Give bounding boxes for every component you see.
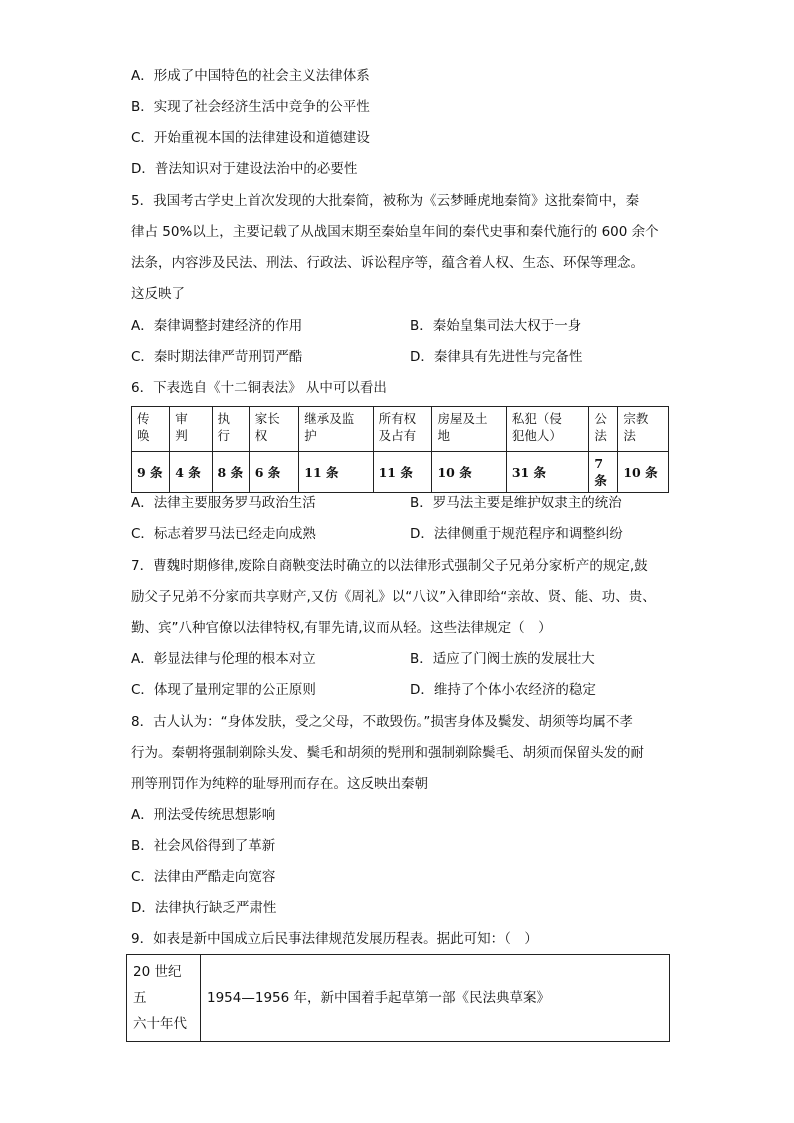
q5-option-b: B．秦始皇集司法大权于一身 [410, 318, 582, 334]
table-row [132, 452, 669, 493]
q6-stem: 6．下表选自《十二铜表法》 从中可以看出 [131, 380, 387, 396]
table-cell-period: 20 世纪五 六十年代 [127, 955, 201, 1042]
table-cell: 11 条 [299, 452, 373, 493]
q8-stem-line: 8．古人认为：“身体发肤，受之父母，不敢毁伤。”损害身体及鬓发、胡须等均属不孝 [131, 714, 633, 730]
q5-stem-line: 5．我国考古学史上首次发现的大批秦简，被称为《云梦睡虎地秦简》这批秦简中，秦 [131, 193, 640, 209]
q4-option-b: B．实现了社会经济生活中竞争的公平性 [131, 99, 370, 115]
civil-law-history-table [126, 954, 670, 1042]
q5-option-d: D．秦律具有先进性与完备性 [410, 349, 583, 365]
q5-option-c: C．秦时期法律严苛刑罚严酷 [131, 349, 303, 365]
table-cell: 31 条 [506, 452, 589, 493]
table-cell: 8 条 [212, 452, 249, 493]
q8-stem-line: 刑等刑罚作为纯粹的耻辱刑而存在。这反映出秦朝 [131, 776, 428, 792]
table-header-cell: 宗教 法 [618, 407, 669, 452]
table-header-cell: 私犯（侵 犯他人） [506, 407, 589, 452]
q4-option-a: A．形成了中国特色的社会主义法律体系 [131, 68, 370, 84]
q6-option-b: B．罗马法主要是维护奴隶主的统治 [410, 495, 622, 511]
table-cell: 6 条 [249, 452, 299, 493]
q8-option-a: A．刑法受传统思想影响 [131, 807, 276, 823]
table-cell: 11 条 [373, 452, 432, 493]
table-cell: 9 条 [132, 452, 170, 493]
q5-stem-line: 律占 50%以上，主要记载了从战国末期至秦始皇年间的秦代史事和秦代施行的 600 余个 [131, 224, 659, 240]
table-header-cell: 继承及监 护 [299, 407, 373, 452]
q4-option-d: D．普法知识对于建设法治中的必要性 [131, 161, 358, 177]
q6-option-d: D．法律侧重于规范程序和调整纠纷 [410, 526, 623, 542]
table-cell: 7 条 [589, 452, 618, 493]
table-header-row [132, 407, 669, 452]
table-header-cell: 家长 权 [249, 407, 299, 452]
table-cell-event: 1954—1956 年，新中国着手起草第一部《民法典草案》 [201, 955, 670, 1042]
q7-option-a: A．彰显法律与伦理的根本对立 [131, 651, 316, 667]
q7-option-d: D．维持了个体小农经济的稳定 [410, 682, 596, 698]
table-cell: 10 条 [618, 452, 669, 493]
q5-option-a: A．秦律调整封建经济的作用 [131, 318, 303, 334]
q6-option-a: A．法律主要服务罗马政治生活 [131, 495, 316, 511]
q9-stem: 9．如表是新中国成立后民事法律规范发展历程表。据此可知：（ ） [131, 931, 538, 947]
q6-option-c: C．标志着罗马法已经走向成熟 [131, 526, 316, 542]
q8-option-d: D．法律执行缺乏严肃性 [131, 900, 277, 916]
q7-option-c: C．体现了量刑定罪的公正原则 [131, 682, 316, 698]
table-header-cell: 传 唤 [132, 407, 170, 452]
q8-option-b: B．社会风俗得到了革新 [131, 838, 276, 854]
q5-stem-line: 这反映了 [131, 286, 185, 302]
table-header-cell: 房屋及土 地 [432, 407, 506, 452]
twelve-tables-table [131, 406, 669, 493]
q7-stem-line: 勤、宾”八种官僚以法律特权,有罪先请,议而从轻。这些法律规定（ ） [131, 620, 552, 636]
q8-option-c: C．法律由严酷走向宽容 [131, 869, 276, 885]
table-header-cell: 审 判 [170, 407, 212, 452]
table-row [127, 955, 670, 1042]
q7-stem-line: 7．曹魏时期修律,废除自商鞅变法时确立的以法律形式强制父子兄弟分家析产的规定,鼓 [131, 558, 648, 574]
table-cell: 4 条 [170, 452, 212, 493]
q4-option-c: C．开始重视本国的法律建设和道德建设 [131, 130, 370, 146]
table-header-cell: 公 法 [589, 407, 618, 452]
q8-stem-line: 行为。秦朝将强制剃除头发、鬓毛和胡须的髡刑和强制剃除鬓毛、胡须而保留头发的耐 [131, 745, 644, 761]
q7-stem-line: 励父子兄弟不分家而共享财产,又仿《周礼》以“八议”入律即给“亲故、贤、能、功、贵、 [131, 589, 656, 605]
q5-stem-line: 法条，内容涉及民法、刑法、行政法、诉讼程序等，蕴含着人权、生态、环保等理念。 [131, 255, 644, 271]
q7-option-b: B．适应了门阀士族的发展壮大 [410, 651, 595, 667]
table-header-cell: 所有权 及占有 [373, 407, 432, 452]
table-cell: 10 条 [432, 452, 506, 493]
table-header-cell: 执 行 [212, 407, 249, 452]
